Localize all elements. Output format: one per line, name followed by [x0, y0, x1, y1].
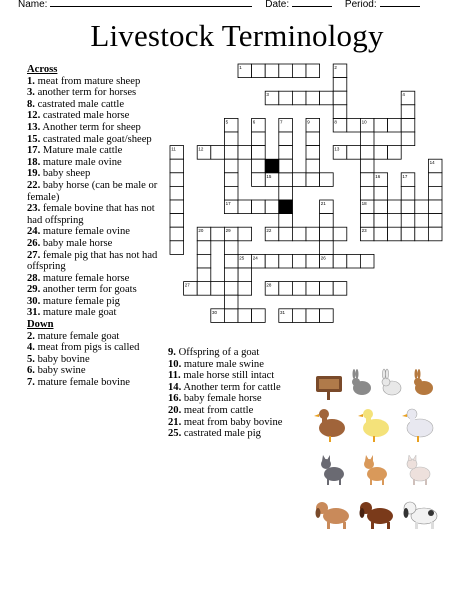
grid-cell[interactable]	[279, 214, 293, 228]
cat-icon	[407, 455, 430, 485]
clue-text: another term for goats	[40, 284, 137, 296]
grid-cell[interactable]	[320, 309, 334, 323]
grid-cell[interactable]	[197, 282, 211, 296]
clue-text: Another term for cattle	[181, 381, 281, 393]
duck-icon	[314, 409, 345, 442]
grid-cell[interactable]	[224, 173, 238, 187]
grid-cell[interactable]	[238, 146, 252, 160]
grid-cell[interactable]	[401, 118, 415, 132]
grid-cell-number: 17	[402, 173, 408, 179]
grid-cell[interactable]	[333, 105, 347, 119]
clue-text: castrated male pig	[181, 428, 261, 440]
clue-text: mature female ovine	[40, 226, 130, 238]
clue-number: 21.	[168, 416, 182, 428]
grid-cell[interactable]	[388, 227, 402, 241]
clue-number: 11.	[168, 370, 181, 382]
grid-cell[interactable]	[360, 159, 374, 173]
clue-number: 9.	[168, 347, 176, 358]
down-heading: Down	[27, 319, 54, 331]
clue-text: meat from baby bovine	[181, 416, 283, 428]
grid-cell[interactable]	[265, 254, 279, 268]
grid-cell-number: 27	[184, 282, 190, 288]
grid-cell[interactable]	[388, 200, 402, 214]
grid-cell[interactable]	[374, 118, 388, 132]
grid-cell-number: 31	[280, 309, 286, 315]
grid-cell[interactable]	[170, 200, 184, 214]
clue-number: 6.	[27, 365, 35, 377]
grid-cell[interactable]	[252, 132, 266, 146]
grid-cell[interactable]	[320, 227, 334, 241]
grid-cell[interactable]	[279, 227, 293, 241]
grid-cell[interactable]	[279, 282, 293, 296]
grid-cell[interactable]	[211, 282, 225, 296]
grid-cell[interactable]	[360, 186, 374, 200]
grid-cell[interactable]	[428, 200, 442, 214]
grid-cell[interactable]	[238, 200, 252, 214]
grid-cell[interactable]	[279, 64, 293, 78]
clue-text: mature male goat	[40, 307, 117, 319]
grid-cell[interactable]	[374, 186, 388, 200]
grid-cell[interactable]	[224, 309, 238, 323]
clue-text: baby horse (can be male or female)	[27, 179, 158, 203]
grid-cell-number: 20	[198, 228, 204, 234]
black-square	[279, 200, 293, 214]
grid-cell[interactable]	[401, 200, 415, 214]
grid-cell-number: 30	[212, 309, 218, 315]
grid-cell[interactable]	[320, 241, 334, 255]
grid-cell[interactable]	[224, 295, 238, 309]
grid-cell[interactable]	[224, 282, 238, 296]
grid-cell-number: 21	[320, 201, 326, 206]
grid-cell[interactable]	[347, 146, 361, 160]
grid-cell[interactable]	[292, 282, 306, 296]
grid-cell[interactable]	[279, 254, 293, 268]
grid-cell[interactable]	[265, 64, 279, 78]
grid-cell[interactable]	[238, 309, 252, 323]
clue-number: 5.	[27, 353, 35, 365]
clue-text: Offspring of a goat	[175, 347, 260, 358]
grid-cell[interactable]	[252, 64, 266, 78]
grid-cell-number: 11	[171, 146, 176, 152]
grid-cell-number: 3	[266, 92, 269, 98]
grid-cell-number: 14	[429, 160, 435, 166]
clue-number: 29.	[27, 284, 41, 296]
clue-text: mature male swine	[181, 358, 264, 370]
clue-number: 4.	[27, 342, 35, 354]
clue-number: 1.	[27, 75, 35, 87]
grid-cell[interactable]	[320, 214, 334, 228]
grid-cell-number: 4	[402, 92, 405, 98]
clue-number: 18.	[27, 156, 41, 168]
grid-cell[interactable]	[279, 159, 293, 173]
rabbit-icon	[352, 369, 371, 395]
grid-cell[interactable]	[265, 200, 279, 214]
black-square	[265, 159, 279, 173]
grid-cell-number: 28	[266, 282, 272, 288]
grid-cell[interactable]	[252, 146, 266, 160]
grid-cell[interactable]	[306, 132, 320, 146]
grid-cell[interactable]	[306, 146, 320, 160]
grid-cell[interactable]	[224, 254, 238, 268]
grid-cell[interactable]	[252, 200, 266, 214]
clue-number: 31.	[27, 307, 41, 319]
clue-text: baby bovine	[34, 353, 90, 365]
dog-icon	[360, 502, 394, 529]
grid-cell-number: 29	[225, 228, 231, 234]
clue-text: meat from cattle	[181, 404, 254, 416]
clue-text: female pig that has not had offspring	[27, 249, 158, 273]
grid-cell[interactable]	[170, 159, 184, 173]
grid-cell[interactable]	[320, 282, 334, 296]
clue-text: mature female pig	[40, 295, 120, 307]
clue-number: 2.	[27, 330, 35, 342]
dog-icon	[316, 502, 350, 529]
grid-cell[interactable]	[360, 254, 374, 268]
grid-cell[interactable]	[306, 64, 320, 78]
grid-cell[interactable]	[401, 227, 415, 241]
grid-cell-number: 7	[280, 119, 283, 125]
grid-cell[interactable]	[279, 146, 293, 160]
grid-cell[interactable]	[252, 159, 266, 173]
grid-cell[interactable]	[279, 132, 293, 146]
name-label: Name:	[18, 0, 48, 10]
grid-cell[interactable]	[211, 146, 225, 160]
grid-cell[interactable]	[428, 186, 442, 200]
clue-text: male horse still intact	[180, 370, 275, 382]
grid-cell[interactable]	[224, 132, 238, 146]
clue-text: baby male horse	[40, 237, 113, 249]
clue-text: baby female horse	[181, 393, 262, 405]
clue-text: mature female goat	[34, 330, 120, 342]
grid-cell[interactable]	[388, 146, 402, 160]
grid-cell[interactable]	[388, 118, 402, 132]
clue-number: 17.	[27, 145, 41, 157]
grid-cell[interactable]	[224, 159, 238, 173]
clue-text: female bovine that has not had offspring	[27, 203, 155, 226]
cat-icon	[321, 455, 344, 485]
grid-cell[interactable]	[224, 241, 238, 255]
period-label: Period:	[344, 0, 377, 10]
grid-cell[interactable]	[279, 91, 293, 105]
clue-number: 30.	[27, 295, 41, 307]
grid-cell[interactable]	[252, 173, 266, 187]
grid-cell-number: 23	[361, 228, 367, 234]
grid-cell[interactable]	[252, 309, 266, 323]
animals-illustration	[312, 366, 447, 536]
clue-number: 16.	[168, 393, 182, 405]
grid-cell[interactable]	[306, 282, 320, 296]
grid-cell-number: 5	[225, 119, 229, 125]
grid-cell[interactable]	[170, 227, 184, 241]
date-label: Date:	[265, 0, 290, 10]
grid-cell[interactable]	[428, 173, 442, 187]
grid-cell[interactable]	[238, 227, 252, 241]
clue-number: 25.	[168, 428, 182, 440]
grid-cell[interactable]	[170, 173, 184, 187]
grid-cell[interactable]	[415, 200, 429, 214]
clue-text: meat from mature sheep	[34, 75, 141, 87]
dog-icon	[404, 502, 438, 529]
grid-cell[interactable]	[360, 173, 374, 187]
grid-cell[interactable]	[306, 173, 320, 187]
grid-cell[interactable]	[374, 146, 388, 160]
grid-cell[interactable]	[333, 91, 347, 105]
clue-number: 8.	[27, 98, 35, 110]
farm-sign-icon	[316, 376, 342, 400]
grid-cell[interactable]	[238, 282, 252, 296]
grid-cell-number: 26	[320, 255, 326, 261]
grid-cell[interactable]	[401, 214, 415, 228]
clue-text: mature female bovine	[34, 377, 130, 389]
clue-number: 27.	[27, 249, 41, 261]
grid-cell[interactable]	[279, 186, 293, 200]
grid-cell-number: 25	[239, 255, 245, 261]
grid-cell[interactable]	[347, 118, 361, 132]
clue-number: 22.	[27, 179, 41, 191]
grid-cell[interactable]	[292, 309, 306, 323]
grid-cell-number: 17	[225, 201, 231, 206]
grid-cell[interactable]	[292, 64, 306, 78]
grid-cell[interactable]	[238, 268, 252, 282]
grid-cell[interactable]	[197, 254, 211, 268]
grid-cell[interactable]	[333, 227, 347, 241]
grid-cell-number: 9	[307, 119, 310, 125]
grid-cell-number: 10	[361, 119, 367, 125]
grid-cell-number: 12	[198, 146, 204, 152]
grid-cell[interactable]	[170, 241, 184, 255]
across-heading: Across	[27, 64, 58, 75]
grid-cell[interactable]	[333, 254, 347, 268]
grid-cell-number: 1	[239, 65, 242, 70]
clue-number: 23.	[27, 203, 41, 215]
grid-cell[interactable]	[197, 268, 211, 282]
grid-cell[interactable]	[306, 91, 320, 105]
clue-text: castrated male horse	[40, 110, 130, 122]
grid-cell[interactable]	[279, 173, 293, 187]
clue-number: 20.	[168, 404, 182, 416]
grid-cell[interactable]	[197, 241, 211, 255]
grid-cell[interactable]	[170, 214, 184, 228]
grid-cell[interactable]	[224, 186, 238, 200]
clue-text: meat from pigs is called	[34, 342, 140, 354]
grid-cell-number: 24	[252, 255, 258, 261]
grid-cell[interactable]	[347, 254, 361, 268]
grid-cell[interactable]	[401, 186, 415, 200]
grid-cell[interactable]	[292, 91, 306, 105]
clue-text: mature female horse	[40, 272, 130, 284]
grid-cell[interactable]	[320, 173, 334, 187]
grid-cell[interactable]	[170, 186, 184, 200]
rabbit-icon	[414, 369, 433, 395]
clue-text: baby swine	[34, 365, 86, 377]
grid-cell-number: 15	[266, 173, 272, 179]
clue-number: 12.	[27, 110, 41, 122]
clue-text: castrated male goat/sheep	[40, 133, 152, 145]
page-title: Livestock Terminology	[90, 18, 384, 53]
grid-cell[interactable]	[320, 91, 334, 105]
grid-cell[interactable]	[333, 78, 347, 92]
clue-number: 13.	[27, 121, 41, 133]
clue-number: 3.	[27, 87, 35, 99]
grid-cell[interactable]	[306, 254, 320, 268]
grid-cell-number: 8	[334, 119, 337, 125]
clue-number: 7.	[27, 377, 35, 389]
clue-number: 24.	[27, 226, 41, 238]
grid-cell[interactable]	[428, 214, 442, 228]
duck-icon	[358, 409, 389, 442]
grid-cell-number: 2	[334, 65, 337, 70]
grid-cell[interactable]	[306, 159, 320, 173]
clue-number: 14.	[168, 381, 182, 393]
duck-icon	[402, 409, 433, 442]
clue-number: 10.	[168, 358, 182, 370]
grid-cell[interactable]	[306, 227, 320, 241]
grid-cell[interactable]	[374, 227, 388, 241]
grid-cell[interactable]	[415, 227, 429, 241]
clue-number: 15.	[27, 133, 41, 145]
grid-cell[interactable]	[306, 309, 320, 323]
grid-cell[interactable]	[333, 282, 347, 296]
clue-text: another term for horses	[34, 87, 137, 99]
grid-cell[interactable]	[292, 254, 306, 268]
grid-cell[interactable]	[360, 214, 374, 228]
grid-cell[interactable]	[374, 200, 388, 214]
clue-text: castrated male cattle	[34, 98, 125, 110]
grid-cell[interactable]	[401, 105, 415, 119]
grid-cell-number: 18	[361, 201, 367, 206]
cat-icon	[364, 455, 387, 485]
clue-text: Another term for sheep	[40, 121, 141, 133]
grid-cell-number: 6	[252, 119, 256, 125]
rabbit-icon	[382, 369, 401, 395]
grid-cell-number: 16	[375, 173, 381, 179]
grid-cell[interactable]	[428, 227, 442, 241]
clue-number: 19.	[27, 168, 41, 180]
grid-cell[interactable]	[292, 227, 306, 241]
grid-cell[interactable]	[211, 227, 225, 241]
clue-text: mature male ovine	[40, 156, 122, 168]
clue-text: baby sheep	[40, 168, 91, 180]
grid-cell[interactable]	[224, 268, 238, 282]
grid-cell[interactable]	[292, 173, 306, 187]
clue-number: 26.	[27, 237, 41, 249]
grid-cell-number: 13	[334, 146, 340, 152]
grid-cell[interactable]	[401, 132, 415, 146]
clue-text: Mature male cattle	[40, 145, 123, 157]
grid-cell[interactable]	[360, 132, 374, 146]
grid-cell[interactable]	[374, 214, 388, 228]
grid-cell[interactable]	[224, 146, 238, 160]
clue-number: 28.	[27, 272, 41, 284]
grid-cell[interactable]	[360, 146, 374, 160]
grid-cell-number: 22	[266, 228, 272, 234]
